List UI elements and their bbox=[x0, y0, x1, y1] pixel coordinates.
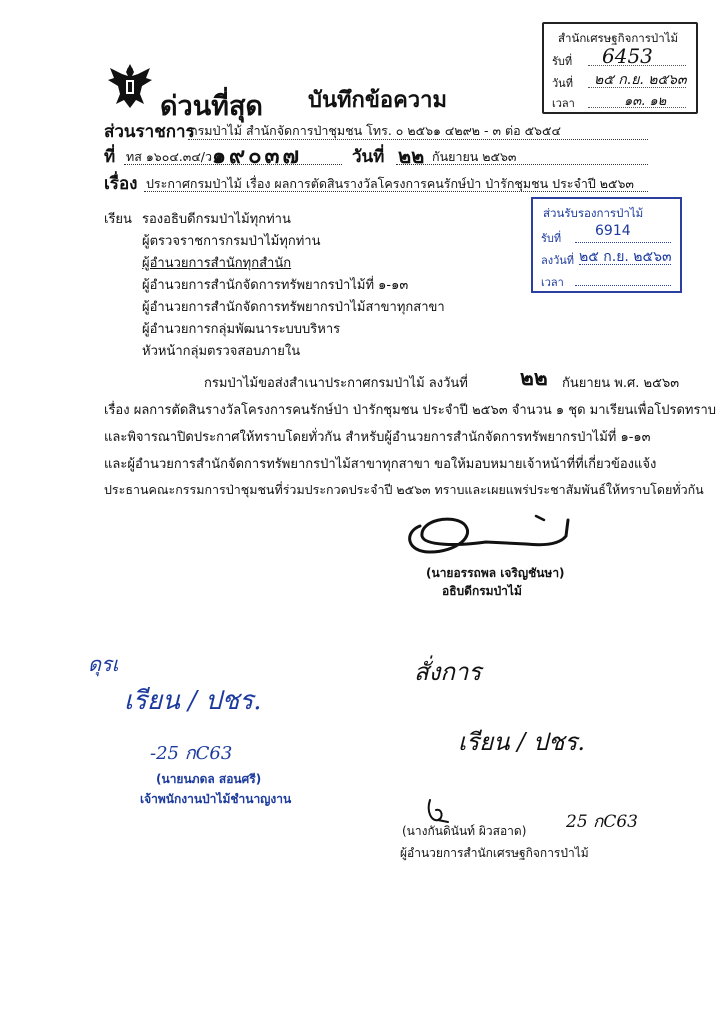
body-line-3: และพิจารณาปิดประกาศให้ทราบโดยทั่วกัน สำหรับผู้อำนวยการสำนักจัดการทรัพยากรป่าไม้ที่ ๑-๑๓ bbox=[104, 430, 651, 445]
garuda-emblem-icon bbox=[104, 60, 156, 112]
recipient-item: ผู้อำนวยการกลุ่มพัฒนาระบบบริหาร bbox=[142, 322, 341, 337]
receiving-stamp-certification bbox=[531, 197, 682, 293]
stamp-date-value: ๒๕ ก.ย. ๒๕๖๓ bbox=[594, 72, 687, 88]
urgent-label: ด่วนที่สุด bbox=[160, 91, 263, 122]
note-left-line-1: ดุรเ bbox=[88, 652, 119, 676]
note-right-date: 25 กC63 bbox=[566, 812, 638, 832]
body-line-1-start: กรมป่าไม้ขอส่งสำเนาประกาศกรมป่าไม้ ลงวันที่ bbox=[204, 376, 468, 391]
note-left-line-3: -25 กC63 bbox=[150, 743, 233, 764]
body-line-2: เรื่อง ผลการตัดสินรางวัลโครงการคนรักษ์ป่า ป่ารักชุมชน ประจำปี ๒๕๖๓ จำนวน ๑ ชุด มาเรียนเพื่อโปรดทราบ bbox=[104, 403, 717, 418]
note-left-position: เจ้าพนักงานป่าไม้ชำนาญงาน bbox=[140, 792, 292, 806]
body-line-1-day: ๒๒ bbox=[520, 366, 548, 390]
salutation-label: เรียน bbox=[104, 212, 132, 227]
ref-number: ๑๙๐๓๗ bbox=[212, 144, 303, 169]
stamp-office: ส่วนรับรองการป่าไม้ bbox=[543, 206, 644, 220]
dept-value: กรมป่าไม้ สำนักจัดการป่าชุมชน โทร. ๐ ๒๕๖๑ ๔๒๙๒ - ๓ ต่อ ๕๖๕๔ bbox=[190, 123, 561, 138]
note-left-name: (นายนภดล สอนศรี) bbox=[156, 772, 262, 786]
stamp-time-label: เวลา bbox=[541, 276, 564, 289]
date-day: ๒๒ bbox=[398, 144, 425, 168]
stamp-date-value: ๒๕ ก.ย. ๒๕๖๓ bbox=[579, 249, 672, 265]
ref-value: ทส ๑๖๐๔.๓๔/ว bbox=[126, 149, 213, 164]
recipient-item-highlighted: ผู้อำนวยการสำนักทุกสำนัก bbox=[142, 256, 292, 271]
recipient-item: ผู้อำนวยการสำนักจัดการทรัพยากรป่าไม้ที่ ๑-๑๓ bbox=[142, 278, 409, 293]
stamp-no-value: 6453 bbox=[602, 44, 653, 68]
stamp-date-label: ลงวันที่ bbox=[541, 254, 575, 267]
stamp-time-label: เวลา bbox=[552, 97, 575, 110]
stamp-date-label: วันที่ bbox=[552, 77, 573, 90]
stamp-time-value: ๑๓. ๑๒ bbox=[624, 94, 667, 109]
receiving-stamp-economics bbox=[542, 22, 698, 114]
stamp-no-label: รับที่ bbox=[552, 55, 573, 68]
ref-label: ที่ bbox=[104, 147, 116, 167]
stamp-office: สำนักเศรษฐกิจการป่าไม้ bbox=[558, 31, 679, 45]
signer-position: อธิบดีกรมป่าไม้ bbox=[442, 584, 522, 598]
recipient-item: ผู้ตรวจราชการกรมป่าไม้ทุกท่าน bbox=[142, 234, 321, 249]
director-signature bbox=[398, 506, 578, 562]
note-right-position: ผู้อำนวยการสำนักเศรษฐกิจการป่าไม้ bbox=[400, 846, 589, 860]
subject-label: เรื่อง bbox=[104, 174, 138, 194]
date-label: วันที่ bbox=[352, 147, 385, 167]
body-line-1-end: กันยายน พ.ศ. ๒๕๖๓ bbox=[562, 376, 680, 391]
stamp-no-label: รับที่ bbox=[541, 232, 562, 245]
signer-name: (นายอรรถพล เจริญชันษา) bbox=[426, 566, 565, 580]
document-type: บันทึกข้อความ bbox=[308, 88, 448, 113]
date-rest: กันยายน ๒๕๖๓ bbox=[432, 149, 517, 164]
recipient-item: หัวหน้ากลุ่มตรวจสอบภายใน bbox=[142, 344, 301, 359]
note-right-line-1: สั่งการ bbox=[414, 658, 482, 686]
recipient-item: ผู้อำนวยการสำนักจัดการทรัพยากรป่าไม้สาขาทุกสาขา bbox=[142, 300, 445, 315]
body-line-4: และผู้อำนวยการสำนักจัดการทรัพยากรป่าไม้สาขาทุกสาขา ขอให้มอบหมายเจ้าหน้าที่ที่เกี่ยวข้องแจ้ง bbox=[104, 457, 657, 472]
note-left-line-2: เรียน / ปชร. bbox=[124, 686, 262, 716]
recipient-item: รองอธิบดีกรมป่าไม้ทุกท่าน bbox=[142, 212, 291, 227]
subject-value: ประกาศกรมป่าไม้ เรื่อง ผลการตัดสินรางวัลโครงการคนรักษ์ป่า ป่ารักชุมชน ประจำปี ๒๕๖๓ bbox=[146, 176, 634, 191]
note-right-line-2: เรียน / ปชร. bbox=[458, 728, 585, 756]
stamp-no-value: 6914 bbox=[595, 223, 631, 239]
note-right-name: (นางกันดินันท์ ผิวสอาด) bbox=[402, 824, 527, 838]
dept-label: ส่วนราชการ bbox=[104, 122, 195, 142]
body-line-5: ประธานคณะกรรมการป่าชุมชนที่ร่วมประกวดประจำปี ๒๕๖๓ ทราบและเผยแพร่ประชาสัมพันธ์ให้ทราบโดยทั่วกัน bbox=[104, 482, 704, 497]
